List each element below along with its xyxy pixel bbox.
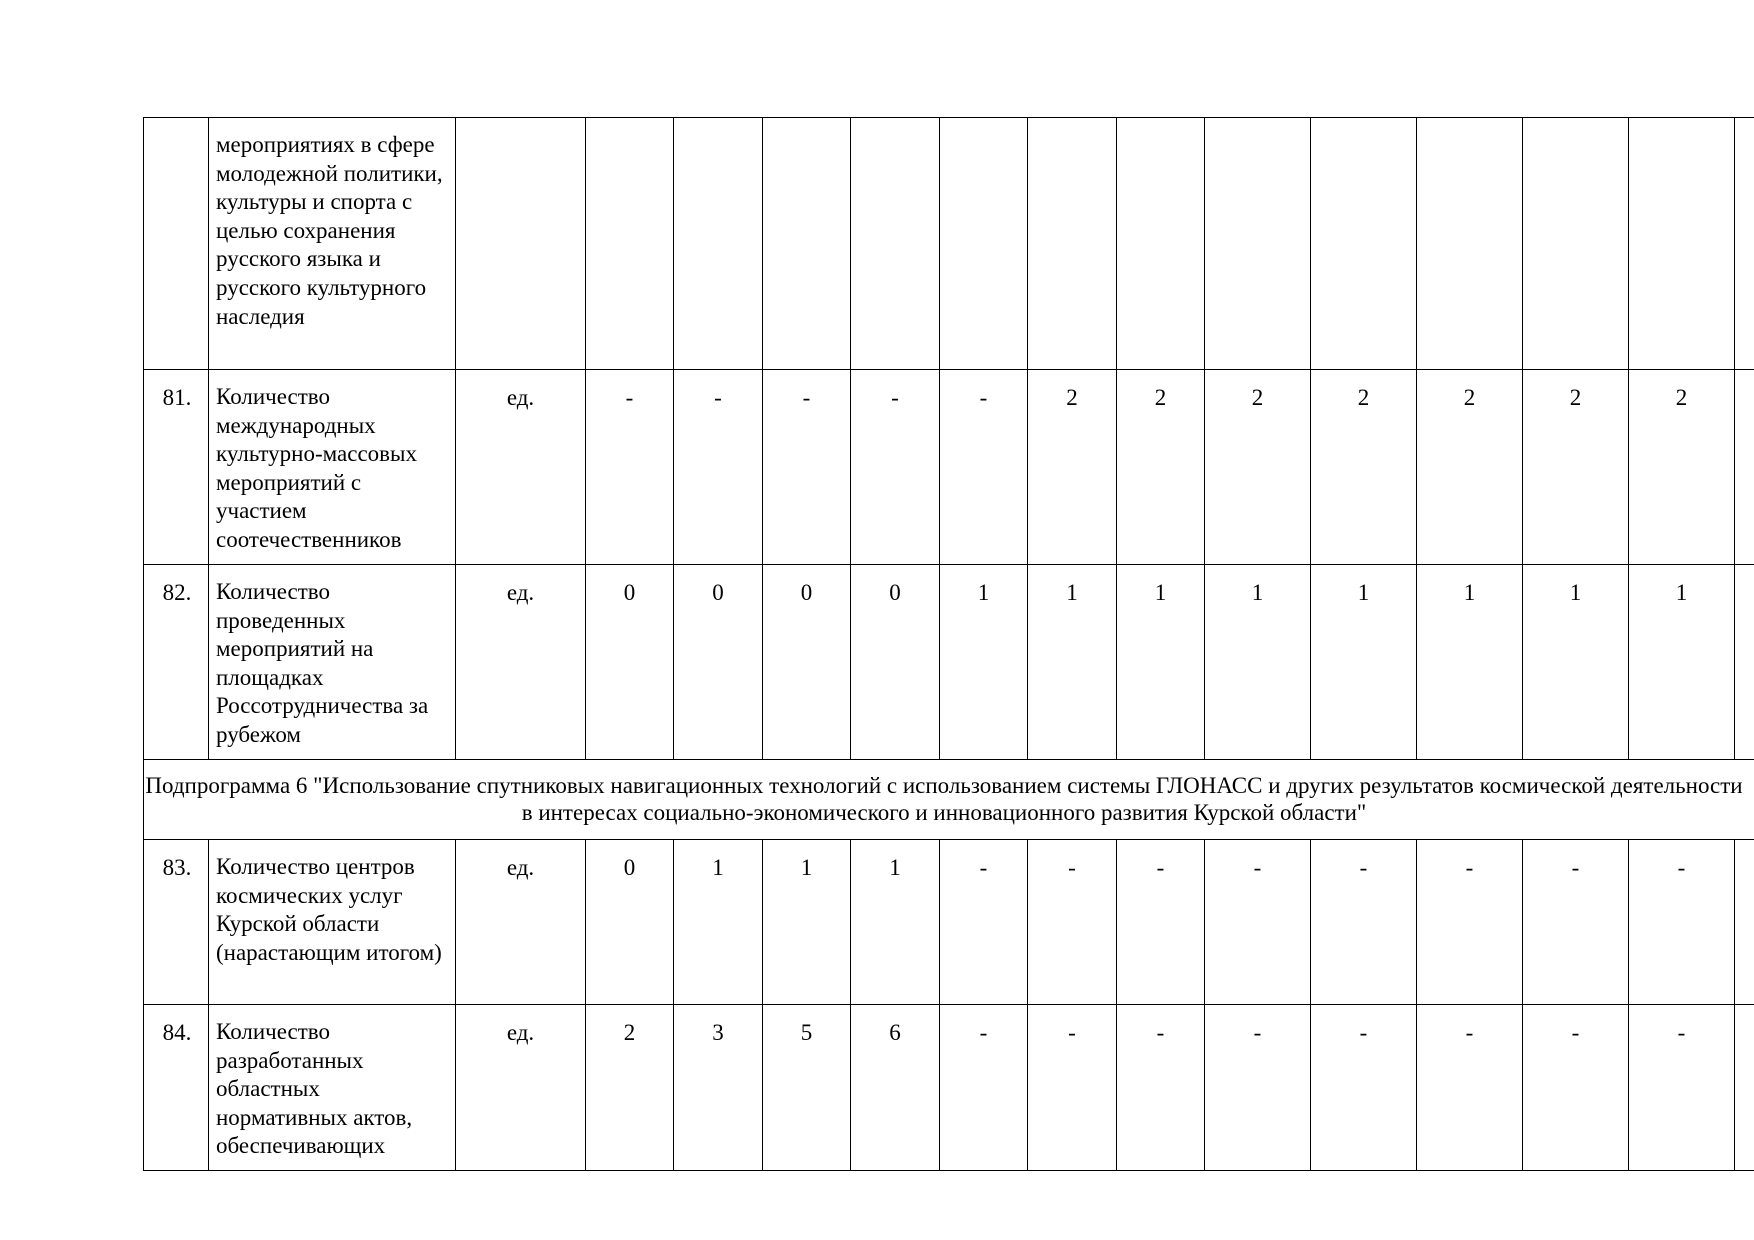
indicator-unit: ед. <box>456 370 586 565</box>
subprogram-cell <box>144 760 1754 840</box>
indicator-value-cell <box>1735 370 1754 565</box>
indicator-value-cell: 0 <box>851 565 940 760</box>
indicator-value-cell: - <box>674 370 763 565</box>
indicator-value-cell: 0 <box>586 840 674 1005</box>
indicator-unit: ед. <box>456 565 586 760</box>
indicator-value-cell: - <box>1117 1005 1205 1171</box>
indicator-value-cell: 2 <box>1028 370 1117 565</box>
indicator-value-cell: 1 <box>1311 565 1417 760</box>
table-row <box>144 565 1754 760</box>
indicator-value-cell <box>1523 118 1629 370</box>
indicator-value-cell: 2 <box>1117 370 1205 565</box>
indicator-value-cell: - <box>1629 840 1735 1005</box>
indicator-value-cell <box>674 118 763 370</box>
indicator-value-cell: - <box>1417 1005 1523 1171</box>
indicator-value-cell: 3 <box>674 1005 763 1171</box>
indicator-value-cell: - <box>1417 840 1523 1005</box>
indicator-value-cell: 0 <box>674 565 763 760</box>
indicator-value-cell: - <box>940 840 1028 1005</box>
indicator-value-cell <box>1629 118 1735 370</box>
indicator-value-cell: 0 <box>763 565 851 760</box>
indicator-value-cell: 1 <box>1205 565 1311 760</box>
indicator-value-cell: 1 <box>1117 565 1205 760</box>
indicator-value-cell: - <box>1028 1005 1117 1171</box>
indicator-name: Количество проведенных мероприятий на площадках Россотрудничества за рубежом <box>209 565 456 760</box>
indicator-value-cell <box>586 118 674 370</box>
indicator-number: 81. <box>144 370 209 565</box>
indicator-value-cell: 2 <box>1629 370 1735 565</box>
indicator-value-cell: 1 <box>674 840 763 1005</box>
indicator-name: Количество разработанных областных нормативных актов, обеспечивающих <box>209 1005 456 1171</box>
indicator-unit: ед. <box>456 840 586 1005</box>
indicator-value-cell: - <box>940 370 1028 565</box>
indicator-value-cell <box>1735 118 1754 370</box>
indicator-value-cell <box>1735 565 1754 760</box>
indicator-value-cell <box>1028 118 1117 370</box>
indicator-value-cell: 1 <box>851 840 940 1005</box>
indicator-value-cell: 2 <box>1523 370 1629 565</box>
indicator-value-cell: 1 <box>1417 565 1523 760</box>
indicator-name: Количество центров космических услуг Курской области (нарастающим итогом) <box>209 840 456 1005</box>
indicator-value-cell: 1 <box>940 565 1028 760</box>
indicator-number: 82. <box>144 565 209 760</box>
indicator-value-cell <box>763 118 851 370</box>
table-row <box>144 1005 1754 1171</box>
indicator-value-cell: 5 <box>763 1005 851 1171</box>
indicator-value-cell: - <box>1205 840 1311 1005</box>
indicator-value-cell <box>1735 840 1754 1005</box>
indicator-value-cell: 2 <box>586 1005 674 1171</box>
indicator-value-cell <box>851 118 940 370</box>
indicator-value-cell: - <box>1117 840 1205 1005</box>
indicator-value-cell <box>1311 118 1417 370</box>
indicators-table <box>143 117 1754 1171</box>
indicator-value-cell: 1 <box>763 840 851 1005</box>
indicator-unit <box>456 118 586 370</box>
table-row <box>144 370 1754 565</box>
indicator-value-cell: - <box>1311 1005 1417 1171</box>
indicator-value-cell: - <box>1629 1005 1735 1171</box>
indicator-number <box>144 118 209 370</box>
subprogram-row <box>144 760 1754 840</box>
indicator-value-cell: - <box>1205 1005 1311 1171</box>
indicator-value-cell: 2 <box>1417 370 1523 565</box>
indicator-value-cell: - <box>851 370 940 565</box>
indicator-value-cell: 0 <box>586 565 674 760</box>
indicator-value-cell: 1 <box>1028 565 1117 760</box>
indicator-value-cell: - <box>586 370 674 565</box>
indicator-value-cell <box>1117 118 1205 370</box>
indicator-value-cell: 1 <box>1523 565 1629 760</box>
subprogram-title: Подпрограмма 6 "Использование спутниковых навигационных технологий с использованием системы ГЛОНАСС и других результатов космической деятельности в интересах социально-экономического и инновационного развития Курской области" <box>145 773 1743 825</box>
indicator-number: 83. <box>144 840 209 1005</box>
indicator-value-cell <box>940 118 1028 370</box>
indicator-value-cell: 2 <box>1205 370 1311 565</box>
indicator-value-cell: - <box>1523 1005 1629 1171</box>
indicator-value-cell: - <box>940 1005 1028 1171</box>
indicator-value-cell <box>1205 118 1311 370</box>
indicator-value-cell: - <box>763 370 851 565</box>
indicator-name: Количество международных культурно-массовых мероприятий с участием соотечественников <box>209 370 456 565</box>
indicator-value-cell: 2 <box>1311 370 1417 565</box>
indicator-name: мероприятиях в сфере молодежной политики, культуры и спорта с целью сохранения русского языка и русского культурного наследия <box>209 118 456 370</box>
table-row <box>144 118 1754 370</box>
indicator-value-cell: 6 <box>851 1005 940 1171</box>
indicator-value-cell <box>1417 118 1523 370</box>
indicator-unit: ед. <box>456 1005 586 1171</box>
indicator-value-cell: - <box>1311 840 1417 1005</box>
indicator-number: 84. <box>144 1005 209 1171</box>
indicator-value-cell <box>1735 1005 1754 1171</box>
indicator-value-cell: 1 <box>1629 565 1735 760</box>
indicator-value-cell: - <box>1523 840 1629 1005</box>
table-row <box>144 840 1754 1005</box>
indicator-value-cell: - <box>1028 840 1117 1005</box>
